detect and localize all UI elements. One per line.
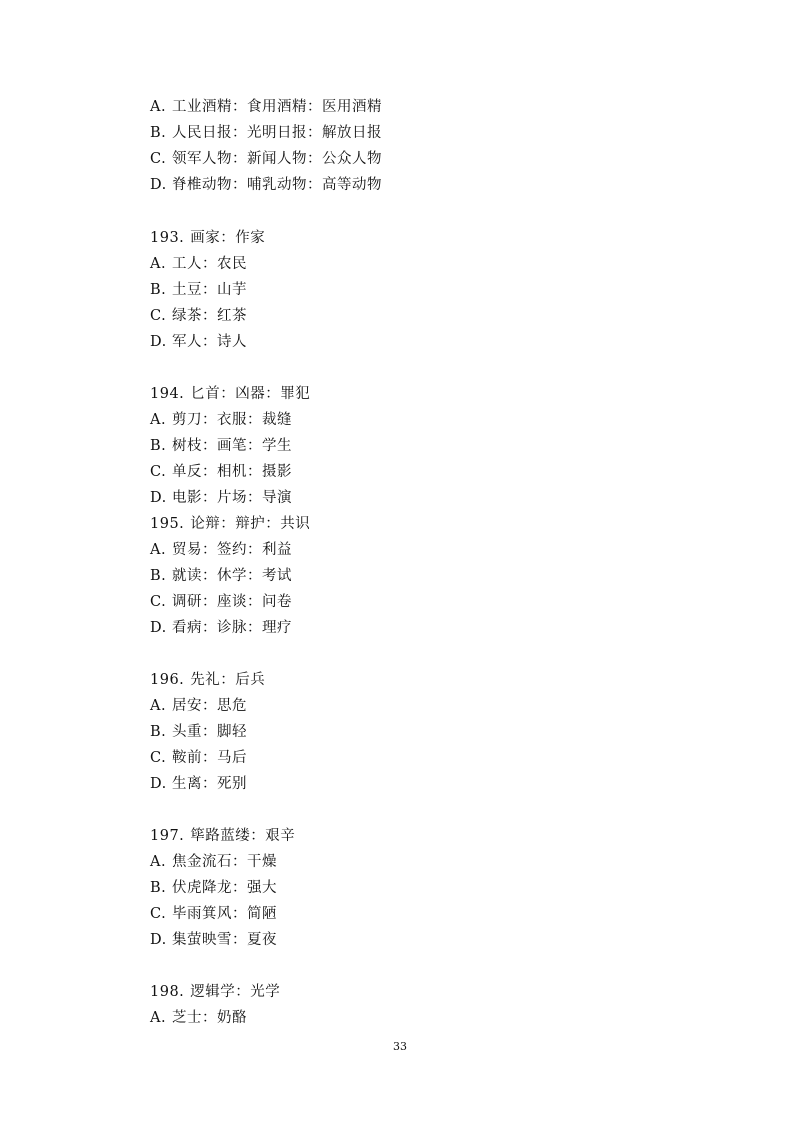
option-text: 军人：诗人	[172, 334, 247, 350]
option-text: 电影：片场：导演	[172, 490, 292, 506]
option-text: 工人：农民	[172, 256, 247, 272]
option-text: 鞍前：马后	[172, 750, 247, 766]
option-line	[150, 254, 247, 274]
option-text: 芝士：奶酪	[172, 1010, 247, 1026]
option-text: 居安：思危	[172, 698, 247, 714]
option-text: 伏虎降龙：强大	[172, 880, 277, 896]
option-letter: B.	[150, 282, 167, 298]
option-text: 人民日报：光明日报：解放日报	[172, 125, 382, 141]
option-letter: C.	[150, 308, 167, 324]
option-line	[150, 410, 292, 430]
option-letter: D.	[150, 932, 167, 948]
option-line	[150, 97, 382, 117]
option-line	[150, 306, 247, 326]
option-line	[150, 123, 382, 143]
option-text: 就读：休学：考试	[172, 568, 292, 584]
option-letter: A.	[150, 412, 167, 428]
option-letter: A.	[150, 698, 167, 714]
option-letter: A.	[150, 854, 167, 870]
option-letter: C.	[150, 750, 167, 766]
option-letter: B.	[150, 438, 167, 454]
option-text: 单反：相机：摄影	[172, 464, 292, 480]
question-text: 筚路蓝缕：艰辛	[190, 828, 296, 844]
question-text: 先礼：后兵	[190, 672, 266, 688]
option-text: 贸易：签约：利益	[172, 542, 292, 558]
question-stem	[150, 826, 295, 846]
question-number: 193.	[150, 230, 185, 246]
option-text: 看病：诊脉：理疗	[172, 620, 292, 636]
option-letter: C.	[150, 151, 167, 167]
option-letter: A.	[150, 256, 167, 272]
option-text: 集萤映雪：夏夜	[172, 932, 277, 948]
option-line	[150, 904, 277, 924]
option-line	[150, 1008, 247, 1028]
question-text: 匕首：凶器：罪犯	[190, 386, 311, 402]
question-stem	[150, 982, 280, 1002]
question-number: 194.	[150, 386, 185, 402]
option-line	[150, 618, 292, 638]
option-text: 树枝：画笔：学生	[172, 438, 292, 454]
option-line	[150, 878, 277, 898]
option-text: 领军人物：新闻人物：公众人物	[172, 151, 382, 167]
option-text: 调研：座谈：问卷	[172, 594, 292, 610]
option-letter: C.	[150, 594, 167, 610]
question-stem	[150, 670, 265, 690]
option-line	[150, 566, 292, 586]
option-line	[150, 280, 247, 300]
question-number: 197.	[150, 828, 185, 844]
option-text: 绿茶：红茶	[172, 308, 247, 324]
option-line	[150, 488, 292, 508]
question-text: 画家：作家	[190, 230, 266, 246]
option-line	[150, 930, 277, 950]
option-letter: B.	[150, 724, 167, 740]
option-line	[150, 592, 292, 612]
option-line	[150, 722, 247, 742]
question-stem	[150, 228, 265, 248]
option-letter: A.	[150, 542, 167, 558]
option-text: 工业酒精：食用酒精：医用酒精	[172, 99, 382, 115]
question-text: 逻辑学：光学	[190, 984, 281, 1000]
page-number: 33	[393, 1040, 407, 1053]
question-stem	[150, 514, 310, 534]
option-text: 焦金流石：干燥	[172, 854, 277, 870]
option-letter: B.	[150, 880, 167, 896]
option-line	[150, 149, 382, 169]
option-letter: D.	[150, 334, 167, 350]
question-text: 论辩：辩护：共识	[190, 516, 311, 532]
question-stem	[150, 384, 310, 404]
option-line	[150, 462, 292, 482]
question-number: 198.	[150, 984, 185, 1000]
option-letter: C.	[150, 464, 167, 480]
option-letter: A.	[150, 1010, 167, 1026]
option-line	[150, 748, 247, 768]
option-line	[150, 852, 277, 872]
option-line	[150, 332, 247, 352]
question-number: 195.	[150, 516, 185, 532]
option-letter: D.	[150, 177, 167, 193]
option-text: 生离：死别	[172, 776, 247, 792]
option-letter: B.	[150, 125, 167, 141]
option-letter: A.	[150, 99, 167, 115]
option-line	[150, 175, 382, 195]
option-line	[150, 436, 292, 456]
option-letter: B.	[150, 568, 167, 584]
option-line	[150, 540, 292, 560]
option-text: 土豆：山芋	[172, 282, 247, 298]
option-text: 脊椎动物：哺乳动物：高等动物	[172, 177, 382, 193]
option-letter: C.	[150, 906, 167, 922]
option-line	[150, 774, 247, 794]
option-text: 头重：脚轻	[172, 724, 247, 740]
option-line	[150, 696, 247, 716]
option-letter: D.	[150, 620, 167, 636]
option-letter: D.	[150, 490, 167, 506]
question-number: 196.	[150, 672, 185, 688]
option-letter: D.	[150, 776, 167, 792]
option-text: 毕雨箕风：简陋	[172, 906, 277, 922]
option-text: 剪刀：衣服：裁缝	[172, 412, 292, 428]
